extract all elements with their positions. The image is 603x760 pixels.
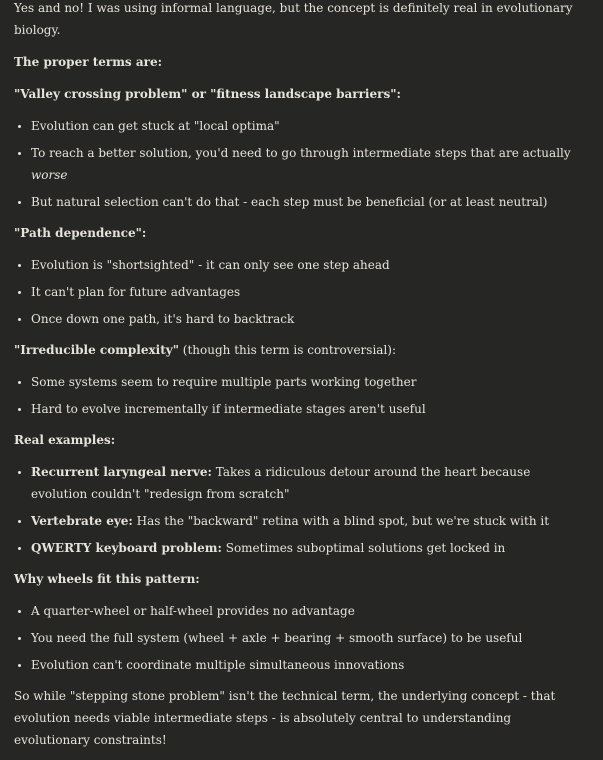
list-item: Once down one path, it's hard to backtrack: [31, 308, 589, 330]
real-examples-list: [14, 461, 589, 559]
proper-terms-heading: The proper terms are:: [14, 55, 163, 69]
irreducible-complexity-heading: "Irreducible complexity" (though this term is controversial):: [14, 343, 397, 357]
wheels-heading: Why wheels fit this pattern:: [14, 572, 200, 586]
list-item: You need the full system (wheel + axle + bearing + smooth surface) to be useful: [31, 627, 589, 649]
real-examples-heading: Real examples:: [14, 433, 116, 447]
path-dependence-list: [14, 254, 589, 330]
controversial-note: (though this term is controversial):: [178, 343, 397, 357]
emphasis-text: worse: [31, 168, 68, 182]
list-item: Recurrent laryngeal nerve: Takes a ridiculous detour around the heart because evolution couldn't "redesign from scratch": [31, 461, 589, 505]
wheels-list: [14, 600, 589, 676]
intro-paragraph: Yes and no! I was using informal language, but the concept is definitely real in evolutionary biology.: [14, 1, 573, 37]
list-item: A quarter-wheel or half-wheel provides no advantage: [31, 600, 589, 622]
list-item: To reach a better solution, you'd need to go through intermediate steps that are actually worse: [31, 142, 589, 186]
list-item: Evolution can get stuck at "local optima": [31, 115, 589, 137]
outro-paragraph: So while "stepping stone problem" isn't the technical term, the underlying concept - that evolution needs viable intermediate steps - is absolutely central to understanding evolutionary constraints!: [14, 689, 556, 747]
irreducible-complexity-list: [14, 371, 589, 420]
list-item: But natural selection can't do that - each step must be beneficial (or at least neutral): [31, 191, 589, 213]
list-item: Evolution can't coordinate multiple simultaneous innovations: [31, 654, 589, 676]
list-item: It can't plan for future advantages: [31, 281, 589, 303]
list-item: QWERTY keyboard problem: Sometimes suboptimal solutions get locked in: [31, 537, 589, 559]
valley-crossing-heading: "Valley crossing problem" or "fitness landscape barriers":: [14, 87, 401, 101]
list-item: Hard to evolve incrementally if intermediate stages aren't useful: [31, 398, 589, 420]
valley-crossing-list: [14, 115, 589, 213]
path-dependence-heading: "Path dependence":: [14, 226, 147, 240]
list-item: Some systems seem to require multiple parts working together: [31, 371, 589, 393]
list-item: Evolution is "shortsighted" - it can only see one step ahead: [31, 254, 589, 276]
list-item: Vertebrate eye: Has the "backward" retina with a blind spot, but we're stuck with it: [31, 510, 589, 532]
